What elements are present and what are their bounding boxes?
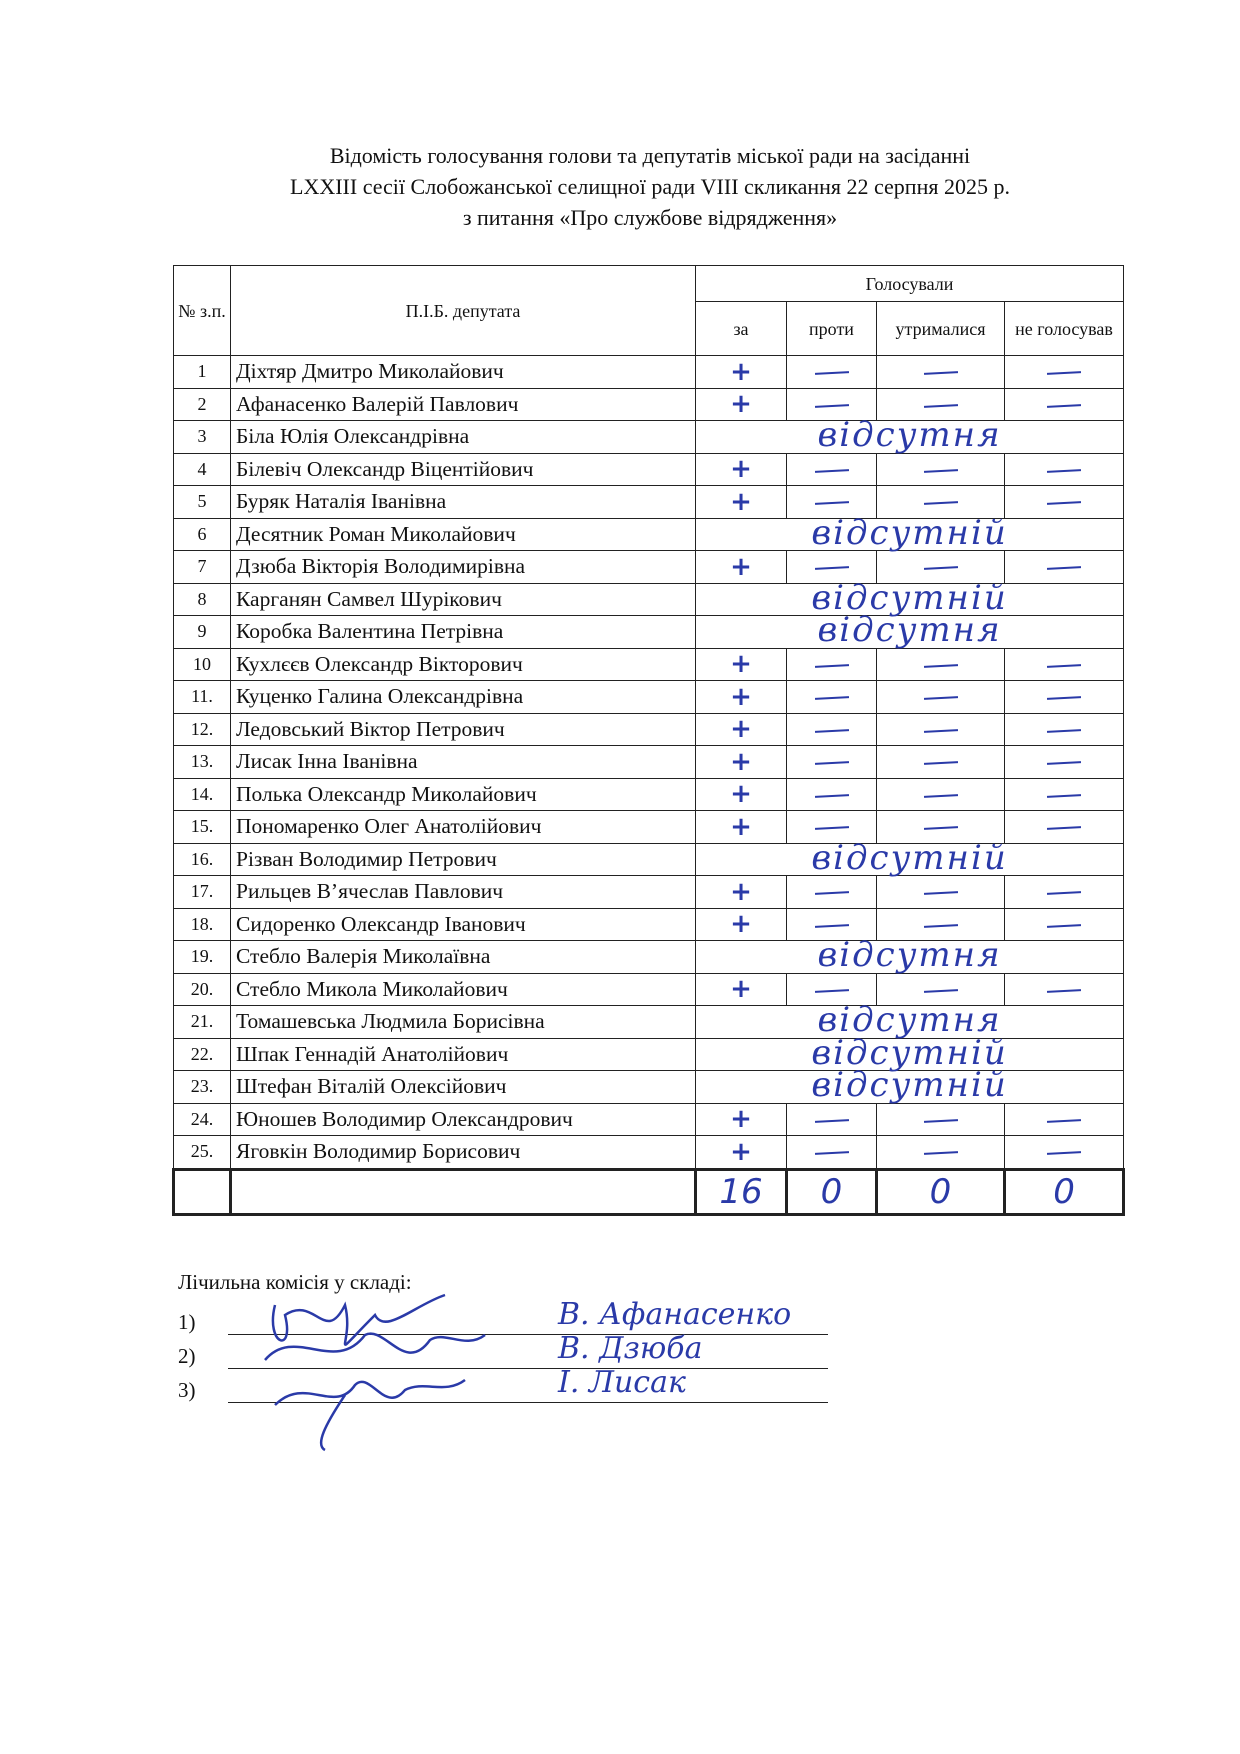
dash-mark-icon bbox=[923, 826, 957, 830]
dash-mark-icon bbox=[1047, 794, 1081, 798]
header-abstained: утрималися bbox=[877, 302, 1005, 356]
deputy-name: Карганян Самвел Шурікович bbox=[231, 583, 696, 616]
absent-note: відсутня bbox=[817, 935, 1002, 975]
dash-mark-icon bbox=[1047, 566, 1081, 570]
header-name: П.І.Б. депутата bbox=[231, 266, 696, 356]
row-number: 9 bbox=[174, 616, 231, 649]
row-number: 3 bbox=[174, 421, 231, 454]
vote-for-cell bbox=[696, 1103, 787, 1136]
member-number: 3) bbox=[178, 1378, 196, 1402]
absent-mark-cell bbox=[696, 610, 1124, 650]
dash-mark-icon bbox=[923, 989, 957, 993]
row-number: 21. bbox=[174, 1006, 231, 1039]
row-number: 8 bbox=[174, 583, 231, 616]
dash-mark-icon bbox=[923, 696, 957, 700]
plus-mark-icon: + bbox=[730, 681, 752, 712]
deputy-name: Сидоренко Олександр Іванович bbox=[231, 908, 696, 941]
vote-not-voted-cell bbox=[1005, 746, 1124, 779]
row-number: 15. bbox=[174, 811, 231, 844]
dash-mark-icon bbox=[814, 404, 848, 408]
dash-mark-icon bbox=[923, 469, 957, 473]
row-number: 11. bbox=[174, 681, 231, 714]
total-for: 16 bbox=[696, 1169, 787, 1214]
dash-mark-icon bbox=[814, 924, 848, 928]
table-row bbox=[174, 746, 1124, 779]
row-number: 16. bbox=[174, 843, 231, 876]
row-number: 20. bbox=[174, 973, 231, 1006]
absent-note: відсутня bbox=[817, 610, 1002, 650]
deputy-name: Томашевська Людмила Борисівна bbox=[231, 1006, 696, 1039]
deputy-name: Кухлєєв Олександр Вікторович bbox=[231, 648, 696, 681]
deputy-name: Різван Володимир Петрович bbox=[231, 843, 696, 876]
dash-mark-icon bbox=[814, 664, 848, 668]
vote-for-cell bbox=[696, 681, 787, 714]
table-row bbox=[174, 876, 1124, 909]
dash-mark-icon bbox=[1047, 1151, 1081, 1155]
row-number: 14. bbox=[174, 778, 231, 811]
member-signature: І. Лисак bbox=[558, 1365, 686, 1400]
vote-not-voted-cell bbox=[1005, 876, 1124, 909]
plus-mark-icon: + bbox=[730, 974, 752, 1005]
dash-mark-icon bbox=[814, 469, 848, 473]
dash-mark-icon bbox=[923, 664, 957, 668]
vote-against-cell bbox=[787, 453, 877, 486]
dash-mark-icon bbox=[814, 1119, 848, 1123]
dash-mark-icon bbox=[923, 566, 957, 570]
vote-against-cell bbox=[787, 356, 877, 389]
header-not-voted: не голосував bbox=[1005, 302, 1124, 356]
dash-mark-icon bbox=[814, 794, 848, 798]
dash-mark-icon bbox=[814, 891, 848, 895]
voting-table bbox=[172, 265, 1125, 1216]
row-number: 22. bbox=[174, 1038, 231, 1071]
deputy-name: Коробка Валентина Петрівна bbox=[231, 616, 696, 649]
deputy-name: Полька Олександр Миколайович bbox=[231, 778, 696, 811]
row-number: 18. bbox=[174, 908, 231, 941]
dash-mark-icon bbox=[923, 729, 957, 733]
dash-mark-icon bbox=[1047, 826, 1081, 830]
row-number: 17. bbox=[174, 876, 231, 909]
absent-mark-cell bbox=[696, 837, 1124, 878]
vote-not-voted-cell bbox=[1005, 356, 1124, 389]
total-against: 0 bbox=[787, 1169, 877, 1214]
row-number: 4 bbox=[174, 453, 231, 486]
deputy-name: Біла Юлія Олександрівна bbox=[231, 421, 696, 454]
plus-mark-icon: + bbox=[730, 1104, 752, 1135]
vote-against-cell bbox=[787, 778, 877, 811]
row-number: 2 bbox=[174, 388, 231, 421]
header-num: № з.п. bbox=[174, 266, 231, 356]
row-number: 19. bbox=[174, 941, 231, 974]
deputy-name: Шпак Геннадій Анатолійович bbox=[231, 1038, 696, 1071]
plus-mark-icon: + bbox=[730, 486, 752, 517]
deputy-name: Яговкін Володимир Борисович bbox=[231, 1136, 696, 1170]
vote-against-cell bbox=[787, 1136, 877, 1170]
plus-mark-icon: + bbox=[730, 551, 752, 582]
vote-against-cell bbox=[787, 746, 877, 779]
voting-table-body bbox=[174, 356, 1124, 1215]
vote-against-cell bbox=[787, 713, 877, 746]
vote-for-cell bbox=[696, 778, 787, 811]
plus-mark-icon: + bbox=[730, 746, 752, 777]
vote-abstained-cell bbox=[877, 1136, 1005, 1170]
absent-mark-cell bbox=[696, 512, 1124, 553]
absent-note: відсутній bbox=[811, 837, 1008, 878]
dash-mark-icon bbox=[1047, 469, 1081, 473]
vote-against-cell bbox=[787, 876, 877, 909]
deputy-name: Стебло Микола Миколайович bbox=[231, 973, 696, 1006]
table-row bbox=[174, 713, 1124, 746]
table-row bbox=[174, 1136, 1124, 1170]
dash-mark-icon bbox=[814, 501, 848, 505]
row-number: 23. bbox=[174, 1071, 231, 1104]
vote-not-voted-cell bbox=[1005, 713, 1124, 746]
vote-abstained-cell bbox=[877, 876, 1005, 909]
row-number: 12. bbox=[174, 713, 231, 746]
absent-mark-cell bbox=[696, 415, 1124, 455]
table-row bbox=[174, 1103, 1124, 1136]
vote-not-voted-cell bbox=[1005, 1103, 1124, 1136]
dash-mark-icon bbox=[1047, 371, 1081, 375]
deputy-name: Штефан Віталій Олексійович bbox=[231, 1071, 696, 1104]
vote-abstained-cell bbox=[877, 778, 1005, 811]
dash-mark-icon bbox=[923, 761, 957, 765]
dash-mark-icon bbox=[1047, 664, 1081, 668]
table-row bbox=[174, 453, 1124, 486]
dash-mark-icon bbox=[923, 371, 957, 375]
vote-abstained-cell bbox=[877, 356, 1005, 389]
absent-note: відсутній bbox=[811, 1065, 1008, 1105]
dash-mark-icon bbox=[814, 989, 848, 993]
deputy-name: Буряк Наталія Іванівна bbox=[231, 486, 696, 519]
absent-note: відсутній bbox=[811, 1032, 1008, 1073]
dash-mark-icon bbox=[814, 566, 848, 570]
plus-mark-icon: + bbox=[730, 356, 752, 387]
totals-empty-cell bbox=[174, 1169, 231, 1214]
deputy-name: Куценко Галина Олександрівна bbox=[231, 681, 696, 714]
vote-abstained-cell bbox=[877, 746, 1005, 779]
vote-abstained-cell bbox=[877, 681, 1005, 714]
dash-mark-icon bbox=[814, 729, 848, 733]
vote-abstained-cell bbox=[877, 1103, 1005, 1136]
dash-mark-icon bbox=[1047, 696, 1081, 700]
row-number: 5 bbox=[174, 486, 231, 519]
totals-empty-cell bbox=[231, 1169, 696, 1214]
table-row bbox=[174, 1071, 1124, 1104]
dash-mark-icon bbox=[1047, 404, 1081, 408]
absent-mark-cell bbox=[696, 1065, 1124, 1105]
header-for: за bbox=[696, 302, 787, 356]
document-title bbox=[100, 140, 1200, 233]
table-row bbox=[174, 941, 1124, 974]
row-number: 10 bbox=[174, 648, 231, 681]
dash-mark-icon bbox=[1047, 501, 1081, 505]
dash-mark-icon bbox=[923, 1151, 957, 1155]
absent-mark-cell bbox=[696, 935, 1124, 975]
dash-mark-icon bbox=[814, 696, 848, 700]
member-signature: В. Дзюба bbox=[558, 1331, 703, 1366]
signature-scribbles bbox=[255, 1285, 505, 1455]
plus-mark-icon: + bbox=[730, 909, 752, 940]
plus-mark-icon: + bbox=[730, 714, 752, 745]
plus-mark-icon: + bbox=[730, 389, 752, 420]
dash-mark-icon bbox=[1047, 761, 1081, 765]
table-row bbox=[174, 843, 1124, 876]
vote-for-cell bbox=[696, 876, 787, 909]
table-row bbox=[174, 681, 1124, 714]
deputy-name: Десятник Роман Миколайович bbox=[231, 518, 696, 551]
member-number: 2) bbox=[178, 1344, 196, 1368]
vote-for-cell bbox=[696, 746, 787, 779]
title-line-3: з питання «Про службове відрядження» bbox=[462, 205, 838, 230]
dash-mark-icon bbox=[814, 371, 848, 375]
dash-mark-icon bbox=[814, 761, 848, 765]
deputy-name: Лисак Інна Іванівна bbox=[231, 746, 696, 779]
totals-row bbox=[174, 1169, 1124, 1214]
row-number: 6 bbox=[174, 518, 231, 551]
dash-mark-icon bbox=[923, 794, 957, 798]
dash-mark-icon bbox=[923, 924, 957, 928]
plus-mark-icon: + bbox=[730, 454, 752, 485]
dash-mark-icon bbox=[923, 1119, 957, 1123]
deputy-name: Ледовський Віктор Петрович bbox=[231, 713, 696, 746]
deputy-name: Стебло Валерія Миколаївна bbox=[231, 941, 696, 974]
dash-mark-icon bbox=[814, 826, 848, 830]
vote-against-cell bbox=[787, 1103, 877, 1136]
dash-mark-icon bbox=[1047, 729, 1081, 733]
deputy-name: Афанасенко Валерій Павлович bbox=[231, 388, 696, 421]
absent-note: відсутня bbox=[817, 415, 1002, 455]
vote-against-cell bbox=[787, 681, 877, 714]
dash-mark-icon bbox=[923, 404, 957, 408]
plus-mark-icon: + bbox=[730, 876, 752, 907]
vote-abstained-cell bbox=[877, 648, 1005, 681]
dash-mark-icon bbox=[1047, 989, 1081, 993]
dash-mark-icon bbox=[1047, 891, 1081, 895]
table-row bbox=[174, 616, 1124, 649]
vote-not-voted-cell bbox=[1005, 648, 1124, 681]
absent-note: відсутній bbox=[811, 577, 1008, 618]
title-line-1: Відомість голосування голови та депутатів міської ради на засіданні bbox=[329, 143, 971, 168]
dash-mark-icon bbox=[1047, 1119, 1081, 1123]
plus-mark-icon: + bbox=[730, 811, 752, 842]
vote-abstained-cell bbox=[877, 713, 1005, 746]
absent-note: відсутній bbox=[811, 512, 1008, 553]
vote-against-cell bbox=[787, 648, 877, 681]
total-abstained: 0 bbox=[877, 1169, 1005, 1214]
row-number: 25. bbox=[174, 1136, 231, 1170]
vote-for-cell bbox=[696, 648, 787, 681]
plus-mark-icon: + bbox=[730, 649, 752, 680]
row-number: 13. bbox=[174, 746, 231, 779]
member-number: 1) bbox=[178, 1310, 196, 1334]
table-row bbox=[174, 518, 1124, 551]
row-number: 1 bbox=[174, 356, 231, 389]
vote-not-voted-cell bbox=[1005, 453, 1124, 486]
deputy-name: Білевіч Олександр Віцентійович bbox=[231, 453, 696, 486]
dash-mark-icon bbox=[923, 501, 957, 505]
dash-mark-icon bbox=[814, 1151, 848, 1155]
vote-not-voted-cell bbox=[1005, 681, 1124, 714]
member-signature: В. Афанасенко bbox=[558, 1297, 792, 1332]
dash-mark-icon bbox=[1047, 924, 1081, 928]
vote-not-voted-cell bbox=[1005, 1136, 1124, 1170]
deputy-name: Дзюба Вікторія Володимирівна bbox=[231, 551, 696, 584]
vote-for-cell bbox=[696, 1136, 787, 1170]
deputy-name: Діхтяр Дмитро Миколайович bbox=[231, 356, 696, 389]
header-voted: Голосували bbox=[696, 266, 1124, 302]
table-row bbox=[174, 356, 1124, 389]
vote-not-voted-cell bbox=[1005, 778, 1124, 811]
plus-mark-icon: + bbox=[730, 779, 752, 810]
deputy-name: Юношев Володимир Олександрович bbox=[231, 1103, 696, 1136]
table-row bbox=[174, 421, 1124, 454]
table-row bbox=[174, 778, 1124, 811]
plus-mark-icon: + bbox=[730, 1136, 752, 1167]
total-not-voted: 0 bbox=[1005, 1169, 1124, 1214]
row-number: 24. bbox=[174, 1103, 231, 1136]
absent-note: відсутня bbox=[817, 1000, 1002, 1040]
dash-mark-icon bbox=[923, 891, 957, 895]
vote-for-cell bbox=[696, 713, 787, 746]
header-against: проти bbox=[787, 302, 877, 356]
deputy-name: Пономаренко Олег Анатолійович bbox=[231, 811, 696, 844]
vote-for-cell bbox=[696, 453, 787, 486]
vote-for-cell bbox=[696, 356, 787, 389]
vote-abstained-cell bbox=[877, 453, 1005, 486]
deputy-name: Рильцев В’ячеслав Павлович bbox=[231, 876, 696, 909]
row-number: 7 bbox=[174, 551, 231, 584]
title-line-2: LXXIII сесії Слобожанської селищної ради VIII скликання 22 серпня 2025 р. bbox=[290, 174, 1010, 199]
table-row bbox=[174, 648, 1124, 681]
commission-label: Лічильна комісія у складі: bbox=[178, 1270, 412, 1294]
